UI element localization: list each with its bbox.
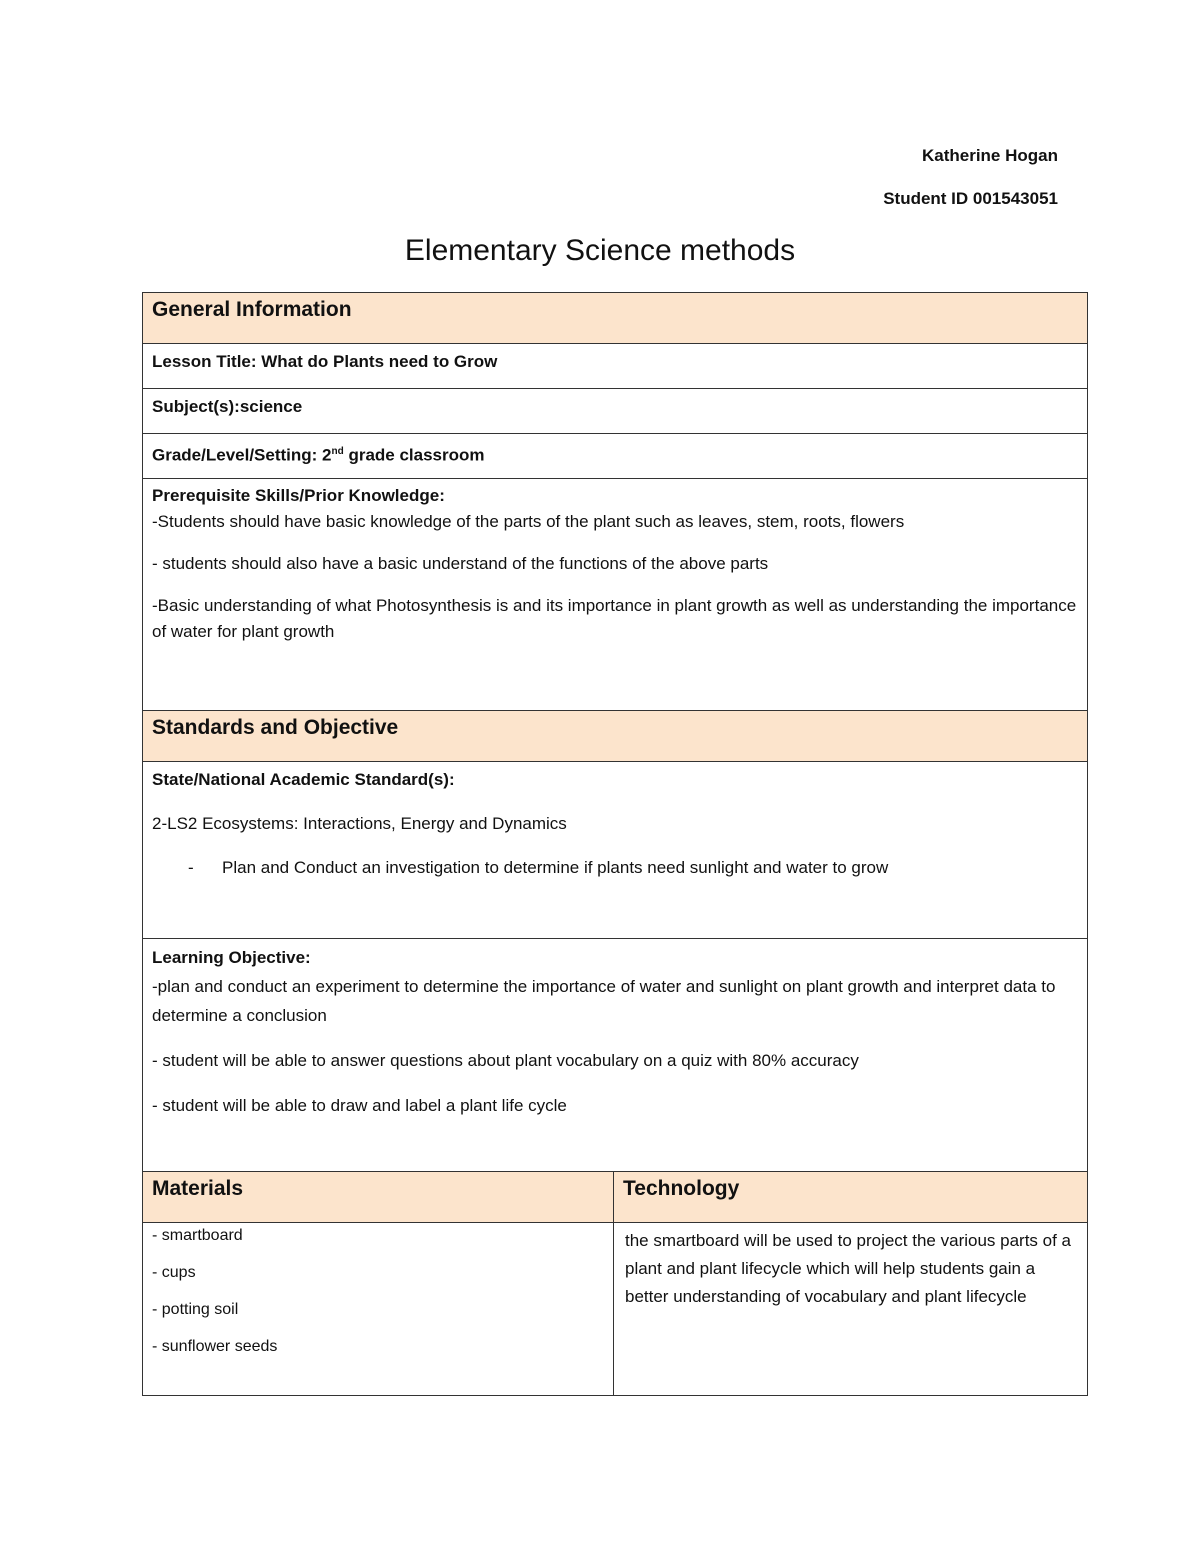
standard-sub-text: Plan and Conduct an investigation to determine if plants need sunlight and water to grow	[222, 858, 889, 877]
dash: -	[188, 858, 194, 877]
material-item: - smartboard	[152, 1227, 243, 1244]
standard-sub-item	[152, 854, 1078, 882]
materials-list	[143, 1223, 614, 1396]
author-name: Katherine Hogan	[921, 146, 1058, 165]
grade-level	[143, 434, 1088, 479]
lesson-title: Lesson Title: What do Plants need to Grow	[143, 344, 1088, 389]
prereq-label: Prerequisite Skills/Prior Knowledge:	[152, 486, 445, 505]
grade-suffix: grade classroom	[343, 445, 485, 465]
objective-label: Learning Objective:	[152, 948, 311, 967]
objective-item: - student will be able to answer questions about plant vocabulary on a quiz with 80% accuracy	[152, 1051, 859, 1070]
subject: Subject(s):science	[143, 389, 1088, 434]
grade-prefix: Grade/Level/Setting: 2	[152, 445, 332, 465]
material-item: - cups	[152, 1264, 196, 1281]
material-item: - potting soil	[152, 1301, 239, 1318]
prereq-item: - students should also have a basic understand of the functions of the above parts	[152, 554, 769, 573]
section-technology: Technology	[614, 1172, 1088, 1223]
objective-item: - student will be able to draw and label a plant life cycle	[152, 1096, 567, 1115]
section-general-information: General Information	[143, 293, 1088, 344]
section-materials: Materials	[143, 1172, 614, 1223]
prerequisites	[143, 479, 1088, 711]
prereq-item: -Basic understanding of what Photosynthesis is and its importance in plant growth as well as understanding the importance of water for plant growth	[152, 596, 1077, 641]
state-standards-label: State/National Academic Standard(s):	[152, 770, 455, 789]
standard: 2-LS2 Ecosystems: Interactions, Energy and Dynamics	[152, 814, 567, 833]
technology-text: the smartboard will be used to project the various parts of a plant and plant lifecycle which will help students gain a better understanding of vocabulary and plant lifecycle	[614, 1223, 1088, 1396]
state-standards	[143, 762, 1088, 939]
document-title: Elementary Science methods	[404, 234, 796, 267]
section-standards: Standards and Objective	[143, 711, 1088, 762]
student-id: Student ID 001543051	[883, 189, 1058, 208]
learning-objective	[143, 939, 1088, 1172]
material-item: - sunflower seeds	[152, 1338, 278, 1355]
lesson-plan-table	[142, 292, 1088, 1396]
objective-item: -plan and conduct an experiment to determine the importance of water and sunlight on plant growth and interpret data to determine a conclusion	[152, 977, 1056, 1025]
grade-sup: nd	[331, 446, 344, 457]
prereq-item: -Students should have basic knowledge of the parts of the plant such as leaves, stem, roots, flowers	[152, 512, 905, 531]
